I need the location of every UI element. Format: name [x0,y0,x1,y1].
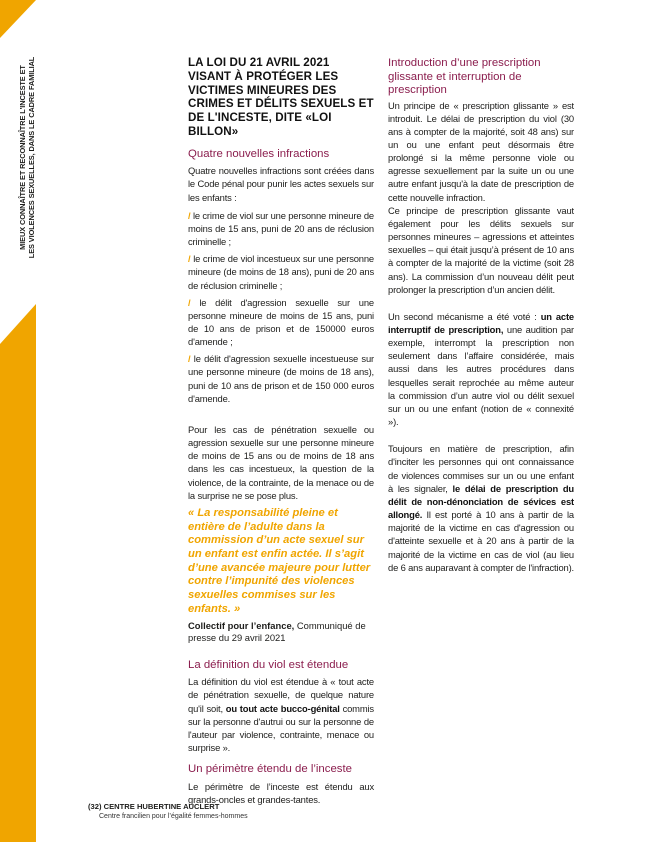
prescription-paragraph-1: Un principe de « prescription glissante » est introduit. Le délai de prescription du viol (30 ans à compter de la majorité, soit 48 ans) sur un ou une enfant peut désormais être prolongé si la même personne viole ou agresse sexuellement par la suite un ou une autre enfant jusqu'à la date de prescription de cette nouvelle infraction. [388,99,574,203]
bottom-band-shape [0,304,36,842]
list-item: / le délit d'agression sexuelle sur une personne mineure de moins de 15 ans, puni de 10 ans de prison et de 150000 euros d'amende ; [188,296,374,348]
footer-page-label: (32) CENTRE HUBERTINE AUCLERT [88,802,220,811]
side-banner-line1: MIEUX CONNAÎTRE ET RECONNAÎTRE L'INCESTE ET [18,65,27,250]
list-item: / le crime de viol sur une personne mineure de moins de 15 ans, puni de 20 ans de réclusion criminelle ; [188,209,374,248]
bullet-slash-icon: / [188,353,191,365]
side-banner [18,50,38,265]
penetration-paragraph: Pour les cas de pénétration sexuelle ou agression sexuelle sur une personne mineure de moins de 15 ans ou de moins de 18 ans dans les cas incestueux, la question de la violence, de la contrainte, de la menace ou de la surprise ne se pose plus. [188,423,374,501]
left-column [188,56,374,806]
footer-subtitle: Centre francilien pour l’égalité femmes-hommes [99,813,248,820]
bullet-slash-icon: / [188,296,191,308]
intro-paragraph: Quatre nouvelles infractions sont créées dans le Code pénal pour punir les actes sexuels sur les enfants : [188,165,374,203]
quote-attribution: Collectif pour l’enfance, Communiqué de presse du 29 avril 2021 [188,619,366,644]
right-column [388,57,574,574]
incest-perimeter-paragraph: Le périmètre de l’inceste est étendu aux grands-oncles et grandes-tantes. [188,780,374,805]
bullet-slash-icon: / [188,209,191,221]
non-denunciation-paragraph: Toujours en matière de prescription, afin d'inciter les personnes qui ont connaissance de violences commises sur un ou une enfant à les signaler, le délai de prescription du délit de non-dénonciation de sévices est allongé. Il est porté à 10 ans à partir de la majorité de la victime en cas d'agression ou d'atteinte sexuelle et à 20 ans à partir de la majorité de la victime en cas de viol (au lieu de 6 ans auparavant à compter de l'infraction). [388,443,575,573]
heading-new-offences: Quatre nouvelles infractions [188,147,330,160]
heading-prescription: Introduction d’une prescription glissante et interruption de prescription [388,57,541,96]
prescription-paragraph-2: Ce principe de prescription glissante vaut également pour les délits sexuels sur personnes mineures – agressions et atteintes sexuelles – qui était jusqu’à présent de 10 ans à compter de la majorité de la victime (soit 28 ans). La commission d’un nouveau délit peut prolonger la prescription d’un ancien délit. [388,204,574,295]
footer [88,802,248,822]
bullet-slash-icon: / [188,253,191,265]
heading-rape-definition: La définition du viol est étendue [188,658,349,671]
section-title: LA LOI DU 21 AVRIL 2021 VISANT À PROTÉGER LES VICTIMES MINEURES DES CRIMES ET DÉLITS SEXUELS ET DE L'INCESTE, DITE «LOI BILLON» [188,56,374,138]
interruption-paragraph: Un second mécanisme a été voté : un acte interruptif de prescription, une audition par exemple, interrompt la prescription non seulement dans l’affaire considérée, mais aussi dans les autres procédures dans lesquelles serait reprochée au même auteur la commission d’un autre viol ou délit sexuel sur un ou une enfant (notion de « connexité »). [388,310,574,428]
pull-quote: « La responsabilité pleine et entière de l’adulte dans la commission d’un acte sexuel sur un enfant est enfin actée. Il s’agit d’une avancée majeure pour lutter contre l’impunité des violences sexuelles commises sur les enfants. » [188,506,371,615]
rape-definition-paragraph: La définition du viol est étendue à « tout acte de pénétration sexuelle, de quelque nature qu'il soit, ou tout acte bucco-génital commis sur la personne d'autrui ou sur la personne de l'auteur par violence, contrainte, menace ou surprise ». [188,676,374,753]
heading-incest-perimeter: Un périmètre étendu de l’inceste [188,763,352,776]
list-item: / le délit d'agression sexuelle incestueuse sur une personne mineure (de moins de 18 ans), puni de 10 ans de prison et de 150 000 euros d'amende. [188,353,374,404]
top-triangle-shape [0,0,36,38]
side-banner-line2: LES VIOLENCES SEXUELLES, DANS LE CADRE FAMILIAL [27,56,36,259]
list-item: / le crime de viol incestueux sur une personne mineure (de moins de 18 ans), puni de 20 ans de réclusion criminelle ; [188,253,374,291]
